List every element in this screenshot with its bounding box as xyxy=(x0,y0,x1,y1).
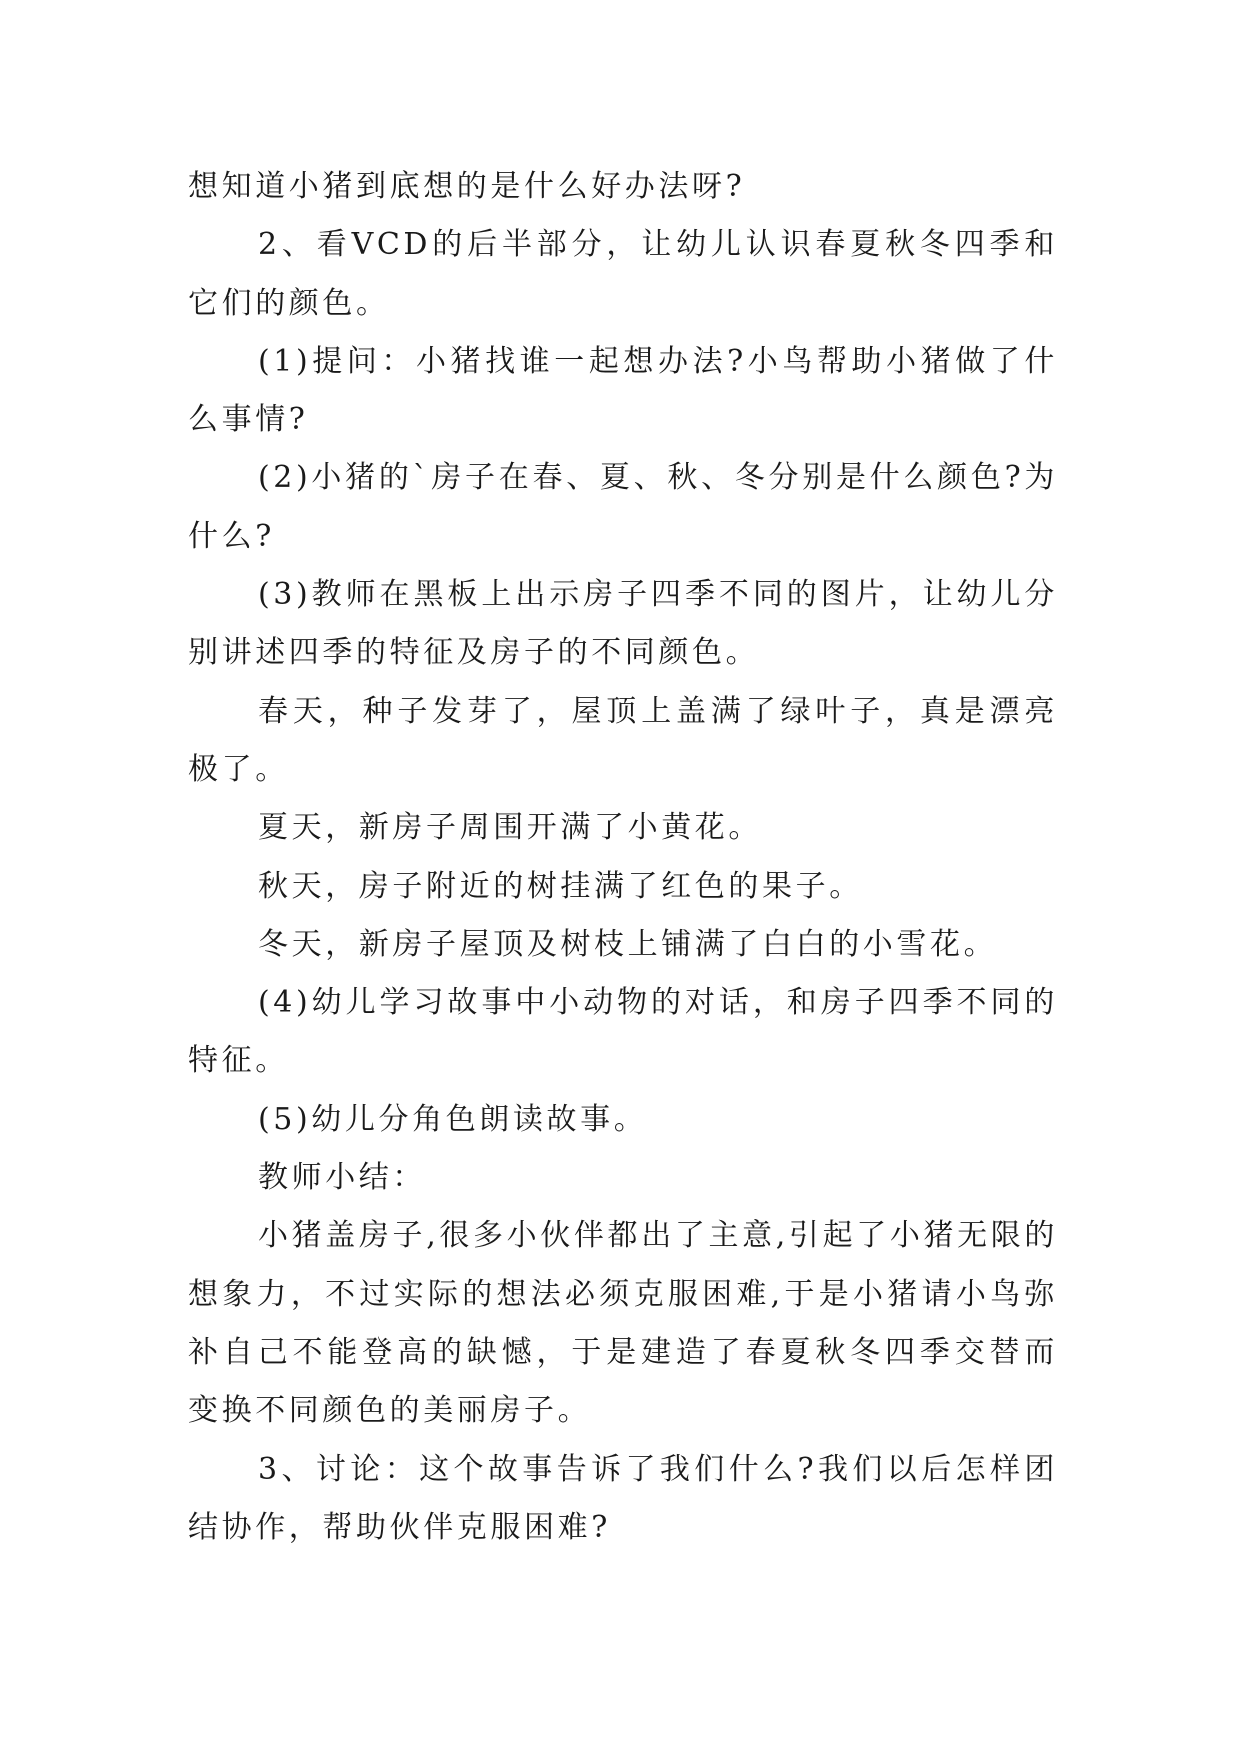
paragraph-spring: 春天，种子发芽了，屋顶上盖满了绿叶子，真是漂亮极了。 xyxy=(188,693,1058,787)
paragraph-question-2: (2)小猪的`房子在春、夏、秋、冬分别是什么颜色?为什么? xyxy=(188,460,1058,554)
document-body xyxy=(188,158,1058,1557)
paragraph-question-5: (5)幼儿分角色朗读故事。 xyxy=(258,1101,648,1137)
paragraph-question-4: (4)幼儿学习故事中小动物的对话，和房子四季不同的特征。 xyxy=(188,985,1058,1079)
paragraph-summary: 小猪盖房子,很多小伙伴都出了主意,引起了小猪无限的想象力，不过实际的想法必须克服困难,于是小猪请小鸟弥补自己不能登高的缺憾，于是建造了春夏秋冬四季交替而变换不同颜色的美丽房子。 xyxy=(188,1218,1058,1429)
paragraph-summer: 夏天，新房子周围开满了小黄花。 xyxy=(258,810,762,846)
paragraph-step-3: 3、讨论：这个故事告诉了我们什么?我们以后怎样团结协作，帮助伙伴克服困难? xyxy=(188,1451,1058,1545)
paragraph-summary-heading: 教师小结： xyxy=(258,1160,426,1196)
paragraph-intro-question: 想知道小猪到底想的是什么好办法呀? xyxy=(188,169,746,204)
paragraph-winter: 冬天，新房子屋顶及树枝上铺满了白白的小雪花。 xyxy=(258,926,998,962)
paragraph-question-3: (3)教师在黑板上出示房子四季不同的图片，让幼儿分别讲述四季的特征及房子的不同颜色。 xyxy=(188,577,1058,671)
paragraph-autumn: 秋天，房子附近的树挂满了红色的果子。 xyxy=(258,868,863,904)
paragraph-step-2: 2、看VCD的后半部分，让幼儿认识春夏秋冬四季和它们的颜色。 xyxy=(188,227,1058,321)
paragraph-question-1: (1)提问：小猪找谁一起想办法?小鸟帮助小猪做了什么事情? xyxy=(188,343,1058,438)
